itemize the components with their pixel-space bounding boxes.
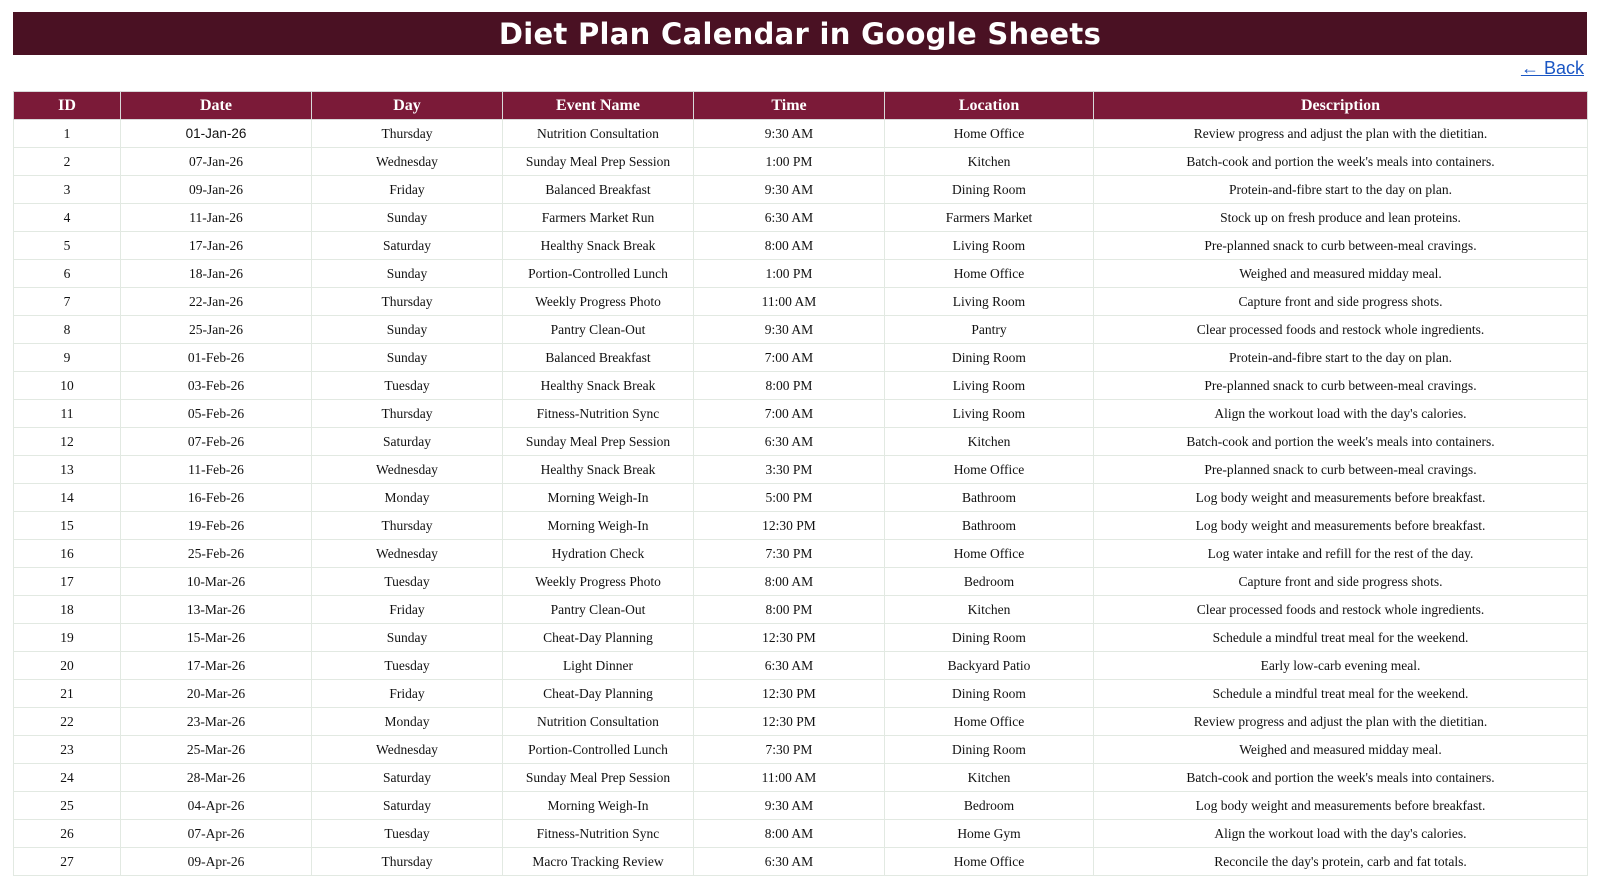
cell-location[interactable]: Bathroom [885, 512, 1094, 540]
cell-time[interactable]: 7:30 PM [694, 736, 885, 764]
cell-location[interactable]: Home Office [885, 540, 1094, 568]
cell-day[interactable]: Friday [312, 680, 503, 708]
cell-id[interactable]: 19 [14, 624, 121, 652]
cell-description[interactable]: Schedule a mindful treat meal for the weekend. [1094, 680, 1588, 708]
table-row [14, 344, 1588, 372]
cell-location[interactable]: Bedroom [885, 792, 1094, 820]
cell-day[interactable]: Tuesday [312, 652, 503, 680]
table-row [14, 736, 1588, 764]
cell-location[interactable]: Living Room [885, 288, 1094, 316]
table-row [14, 792, 1588, 820]
table-row [14, 764, 1588, 792]
cell-location[interactable]: Home Office [885, 120, 1094, 148]
cell-time[interactable]: 9:30 AM [694, 120, 885, 148]
cell-event-name[interactable]: Healthy Snack Break [503, 372, 694, 400]
table-row [14, 624, 1588, 652]
cell-location[interactable]: Kitchen [885, 764, 1094, 792]
cell-day[interactable]: Thursday [312, 288, 503, 316]
column-header-id[interactable]: ID [14, 92, 121, 120]
table-row [14, 372, 1588, 400]
cell-location[interactable]: Bathroom [885, 484, 1094, 512]
cell-date[interactable]: 04-Apr-26 [121, 792, 312, 820]
cell-event-name[interactable]: Macro Tracking Review [503, 848, 694, 876]
cell-day[interactable]: Wednesday [312, 540, 503, 568]
cell-time[interactable]: 8:00 PM [694, 372, 885, 400]
cell-date[interactable]: 17-Mar-26 [121, 652, 312, 680]
cell-id[interactable]: 4 [14, 204, 121, 232]
cell-event-name[interactable]: Farmers Market Run [503, 204, 694, 232]
cell-event-name[interactable]: Pantry Clean-Out [503, 316, 694, 344]
cell-location[interactable]: Backyard Patio [885, 652, 1094, 680]
column-header-day[interactable]: Day [312, 92, 503, 120]
table-body [14, 120, 1588, 876]
cell-event-name[interactable]: Hydration Check [503, 540, 694, 568]
cell-id[interactable]: 8 [14, 316, 121, 344]
cell-day[interactable]: Friday [312, 596, 503, 624]
cell-day[interactable]: Friday [312, 176, 503, 204]
cell-day[interactable]: Sunday [312, 624, 503, 652]
cell-event-name[interactable]: Cheat-Day Planning [503, 624, 694, 652]
cell-date[interactable]: 07-Apr-26 [121, 820, 312, 848]
cell-date[interactable]: 28-Mar-26 [121, 764, 312, 792]
cell-description[interactable]: Weighed and measured midday meal. [1094, 260, 1588, 288]
cell-description[interactable]: Schedule a mindful treat meal for the weekend. [1094, 624, 1588, 652]
cell-time[interactable]: 3:30 PM [694, 456, 885, 484]
cell-time[interactable]: 7:00 AM [694, 344, 885, 372]
table-row [14, 232, 1588, 260]
cell-id[interactable]: 11 [14, 400, 121, 428]
cell-description[interactable]: Weighed and measured midday meal. [1094, 736, 1588, 764]
table-row [14, 848, 1588, 876]
cell-event-name[interactable]: Weekly Progress Photo [503, 288, 694, 316]
cell-description[interactable]: Review progress and adjust the plan with the dietitian. [1094, 120, 1588, 148]
cell-event-name[interactable]: Nutrition Consultation [503, 120, 694, 148]
cell-time[interactable]: 1:00 PM [694, 260, 885, 288]
cell-time[interactable]: 7:30 PM [694, 540, 885, 568]
cell-description[interactable]: Capture front and side progress shots. [1094, 288, 1588, 316]
cell-day[interactable]: Tuesday [312, 372, 503, 400]
cell-description[interactable]: Log body weight and measurements before breakfast. [1094, 484, 1588, 512]
cell-event-name[interactable]: Morning Weigh-In [503, 792, 694, 820]
cell-date[interactable]: 11-Feb-26 [121, 456, 312, 484]
cell-location[interactable]: Home Office [885, 456, 1094, 484]
cell-event-name[interactable]: Pantry Clean-Out [503, 596, 694, 624]
cell-date[interactable]: 07-Feb-26 [121, 428, 312, 456]
table-row [14, 540, 1588, 568]
cell-location[interactable]: Living Room [885, 232, 1094, 260]
table-row [14, 176, 1588, 204]
cell-id[interactable]: 12 [14, 428, 121, 456]
cell-description[interactable]: Align the workout load with the day's calories. [1094, 400, 1588, 428]
cell-day[interactable]: Thursday [312, 848, 503, 876]
cell-description[interactable]: Clear processed foods and restock whole ingredients. [1094, 316, 1588, 344]
cell-location[interactable]: Bedroom [885, 568, 1094, 596]
cell-id[interactable]: 17 [14, 568, 121, 596]
cell-time[interactable]: 1:00 PM [694, 148, 885, 176]
cell-date[interactable]: 10-Mar-26 [121, 568, 312, 596]
table-row [14, 456, 1588, 484]
cell-event-name[interactable]: Sunday Meal Prep Session [503, 764, 694, 792]
cell-time[interactable]: 8:00 AM [694, 820, 885, 848]
cell-event-name[interactable]: Sunday Meal Prep Session [503, 428, 694, 456]
table-row [14, 120, 1588, 148]
cell-description[interactable]: Early low-carb evening meal. [1094, 652, 1588, 680]
cell-time[interactable]: 12:30 PM [694, 708, 885, 736]
cell-id[interactable]: 7 [14, 288, 121, 316]
cell-id[interactable]: 22 [14, 708, 121, 736]
table-row [14, 428, 1588, 456]
header-row [14, 92, 1588, 120]
cell-description[interactable]: Batch-cook and portion the week's meals into containers. [1094, 764, 1588, 792]
cell-day[interactable]: Saturday [312, 428, 503, 456]
table-row [14, 316, 1588, 344]
cell-date[interactable]: 11-Jan-26 [121, 204, 312, 232]
cell-event-name[interactable]: Morning Weigh-In [503, 484, 694, 512]
cell-id[interactable]: 18 [14, 596, 121, 624]
table-row [14, 484, 1588, 512]
cell-day[interactable]: Tuesday [312, 568, 503, 596]
cell-id[interactable]: 6 [14, 260, 121, 288]
cell-id[interactable]: 13 [14, 456, 121, 484]
cell-date[interactable]: 25-Jan-26 [121, 316, 312, 344]
table-row [14, 680, 1588, 708]
cell-id[interactable]: 3 [14, 176, 121, 204]
cell-event-name[interactable]: Cheat-Day Planning [503, 680, 694, 708]
cell-location[interactable]: Kitchen [885, 428, 1094, 456]
cell-description[interactable]: Pre-planned snack to curb between-meal cravings. [1094, 456, 1588, 484]
cell-time[interactable]: 5:00 PM [694, 484, 885, 512]
cell-id[interactable]: 20 [14, 652, 121, 680]
cell-description[interactable]: Batch-cook and portion the week's meals into containers. [1094, 428, 1588, 456]
cell-location[interactable]: Farmers Market [885, 204, 1094, 232]
cell-description[interactable]: Review progress and adjust the plan with the dietitian. [1094, 708, 1588, 736]
cell-date[interactable]: 01-Feb-26 [121, 344, 312, 372]
page-title [13, 12, 1587, 55]
back-link[interactable] [1521, 58, 1584, 79]
cell-time[interactable]: 12:30 PM [694, 680, 885, 708]
cell-day[interactable]: Saturday [312, 764, 503, 792]
cell-description[interactable]: Log body weight and measurements before breakfast. [1094, 792, 1588, 820]
cell-day[interactable]: Sunday [312, 204, 503, 232]
table-row [14, 512, 1588, 540]
cell-id[interactable]: 9 [14, 344, 121, 372]
cell-event-name[interactable]: Healthy Snack Break [503, 232, 694, 260]
cell-date[interactable]: 03-Feb-26 [121, 372, 312, 400]
cell-time[interactable]: 8:00 PM [694, 596, 885, 624]
cell-time[interactable]: 9:30 AM [694, 176, 885, 204]
cell-event-name[interactable]: Healthy Snack Break [503, 456, 694, 484]
page-title-text: Diet Plan Calendar in Google Sheets [498, 16, 1102, 51]
cell-id[interactable]: 15 [14, 512, 121, 540]
cell-time[interactable]: 9:30 AM [694, 316, 885, 344]
cell-day[interactable]: Wednesday [312, 736, 503, 764]
cell-id[interactable]: 5 [14, 232, 121, 260]
cell-day[interactable]: Monday [312, 484, 503, 512]
cell-location[interactable]: Home Office [885, 848, 1094, 876]
column-header-description[interactable]: Description [1094, 92, 1588, 120]
table-row [14, 568, 1588, 596]
cell-location[interactable]: Dining Room [885, 680, 1094, 708]
cell-date[interactable]: 07-Jan-26 [121, 148, 312, 176]
cell-id[interactable]: 27 [14, 848, 121, 876]
back-link-label: Back [1543, 58, 1584, 78]
table-row [14, 260, 1588, 288]
cell-description[interactable]: Align the workout load with the day's calories. [1094, 820, 1588, 848]
cell-description[interactable]: Pre-planned snack to curb between-meal cravings. [1094, 372, 1588, 400]
cell-date[interactable]: 09-Apr-26 [121, 848, 312, 876]
cell-event-name[interactable]: Sunday Meal Prep Session [503, 148, 694, 176]
cell-day[interactable]: Monday [312, 708, 503, 736]
column-header-time[interactable]: Time [694, 92, 885, 120]
cell-event-name[interactable]: Fitness-Nutrition Sync [503, 820, 694, 848]
cell-day[interactable]: Sunday [312, 344, 503, 372]
cell-location[interactable]: Dining Room [885, 344, 1094, 372]
cell-time[interactable]: 9:30 AM [694, 792, 885, 820]
cell-time[interactable]: 11:00 AM [694, 288, 885, 316]
cell-event-name[interactable]: Fitness-Nutrition Sync [503, 400, 694, 428]
table-row [14, 400, 1588, 428]
cell-description[interactable]: Pre-planned snack to curb between-meal cravings. [1094, 232, 1588, 260]
cell-description[interactable]: Log water intake and refill for the rest of the day. [1094, 540, 1588, 568]
cell-event-name[interactable]: Portion-Controlled Lunch [503, 736, 694, 764]
cell-id[interactable]: 10 [14, 372, 121, 400]
cell-date[interactable]: 22-Jan-26 [121, 288, 312, 316]
cell-day[interactable]: Sunday [312, 316, 503, 344]
cell-day[interactable]: Tuesday [312, 820, 503, 848]
cell-time[interactable]: 12:30 PM [694, 512, 885, 540]
table-row [14, 708, 1588, 736]
cell-day[interactable]: Sunday [312, 260, 503, 288]
cell-description[interactable]: Clear processed foods and restock whole ingredients. [1094, 596, 1588, 624]
cell-id[interactable]: 25 [14, 792, 121, 820]
cell-date[interactable]: 18-Jan-26 [121, 260, 312, 288]
column-header-event-name[interactable]: Event Name [503, 92, 694, 120]
cell-event-name[interactable]: Balanced Breakfast [503, 176, 694, 204]
cell-time[interactable]: 12:30 PM [694, 624, 885, 652]
cell-description[interactable]: Protein-and-fibre start to the day on plan. [1094, 344, 1588, 372]
cell-date[interactable]: 25-Feb-26 [121, 540, 312, 568]
cell-time[interactable]: 11:00 AM [694, 764, 885, 792]
cell-date[interactable]: 23-Mar-26 [121, 708, 312, 736]
cell-location[interactable]: Home Office [885, 260, 1094, 288]
cell-id[interactable]: 1 [14, 120, 121, 148]
diet-plan-table [13, 91, 1588, 876]
cell-location[interactable]: Dining Room [885, 176, 1094, 204]
cell-event-name[interactable]: Nutrition Consultation [503, 708, 694, 736]
cell-location[interactable]: Kitchen [885, 148, 1094, 176]
cell-day[interactable]: Thursday [312, 120, 503, 148]
table-row [14, 148, 1588, 176]
cell-time[interactable]: 6:30 AM [694, 204, 885, 232]
cell-location[interactable]: Home Office [885, 708, 1094, 736]
cell-location[interactable]: Living Room [885, 400, 1094, 428]
cell-location[interactable]: Living Room [885, 372, 1094, 400]
cell-date[interactable]: 20-Mar-26 [121, 680, 312, 708]
cell-location[interactable]: Dining Room [885, 624, 1094, 652]
cell-description[interactable]: Capture front and side progress shots. [1094, 568, 1588, 596]
cell-date[interactable]: 01-Jan-26 [121, 120, 312, 148]
table-row [14, 596, 1588, 624]
cell-description[interactable]: Stock up on fresh produce and lean proteins. [1094, 204, 1588, 232]
cell-description[interactable]: Protein-and-fibre start to the day on plan. [1094, 176, 1588, 204]
cell-location[interactable]: Pantry [885, 316, 1094, 344]
column-header-date[interactable]: Date [121, 92, 312, 120]
table-row [14, 204, 1588, 232]
cell-location[interactable]: Home Gym [885, 820, 1094, 848]
cell-date[interactable]: 16-Feb-26 [121, 484, 312, 512]
back-arrow-icon: ← [1520, 58, 1539, 78]
cell-event-name[interactable]: Weekly Progress Photo [503, 568, 694, 596]
cell-event-name[interactable]: Light Dinner [503, 652, 694, 680]
cell-time[interactable]: 7:00 AM [694, 400, 885, 428]
cell-id[interactable]: 14 [14, 484, 121, 512]
cell-time[interactable]: 6:30 AM [694, 428, 885, 456]
cell-description[interactable]: Log body weight and measurements before breakfast. [1094, 512, 1588, 540]
cell-event-name[interactable]: Balanced Breakfast [503, 344, 694, 372]
cell-date[interactable]: 19-Feb-26 [121, 512, 312, 540]
cell-date[interactable]: 13-Mar-26 [121, 596, 312, 624]
column-header-location[interactable]: Location [885, 92, 1094, 120]
cell-id[interactable]: 2 [14, 148, 121, 176]
cell-id[interactable]: 26 [14, 820, 121, 848]
cell-day[interactable]: Saturday [312, 792, 503, 820]
table-row [14, 288, 1588, 316]
cell-day[interactable]: Wednesday [312, 148, 503, 176]
cell-location[interactable]: Kitchen [885, 596, 1094, 624]
cell-day[interactable]: Wednesday [312, 456, 503, 484]
cell-description[interactable]: Reconcile the day's protein, carb and fat totals. [1094, 848, 1588, 876]
table-row [14, 820, 1588, 848]
cell-date[interactable]: 09-Jan-26 [121, 176, 312, 204]
cell-id[interactable]: 16 [14, 540, 121, 568]
cell-time[interactable]: 8:00 AM [694, 232, 885, 260]
cell-id[interactable]: 23 [14, 736, 121, 764]
cell-day[interactable]: Thursday [312, 512, 503, 540]
cell-time[interactable]: 6:30 AM [694, 848, 885, 876]
cell-id[interactable]: 24 [14, 764, 121, 792]
cell-date[interactable]: 15-Mar-26 [121, 624, 312, 652]
table-row [14, 652, 1588, 680]
cell-event-name[interactable]: Portion-Controlled Lunch [503, 260, 694, 288]
cell-id[interactable]: 21 [14, 680, 121, 708]
cell-date[interactable]: 05-Feb-26 [121, 400, 312, 428]
cell-day[interactable]: Saturday [312, 232, 503, 260]
cell-description[interactable]: Batch-cook and portion the week's meals into containers. [1094, 148, 1588, 176]
cell-location[interactable]: Dining Room [885, 736, 1094, 764]
cell-event-name[interactable]: Morning Weigh-In [503, 512, 694, 540]
cell-time[interactable]: 6:30 AM [694, 652, 885, 680]
cell-date[interactable]: 25-Mar-26 [121, 736, 312, 764]
cell-time[interactable]: 8:00 AM [694, 568, 885, 596]
cell-date[interactable]: 17-Jan-26 [121, 232, 312, 260]
cell-day[interactable]: Thursday [312, 400, 503, 428]
